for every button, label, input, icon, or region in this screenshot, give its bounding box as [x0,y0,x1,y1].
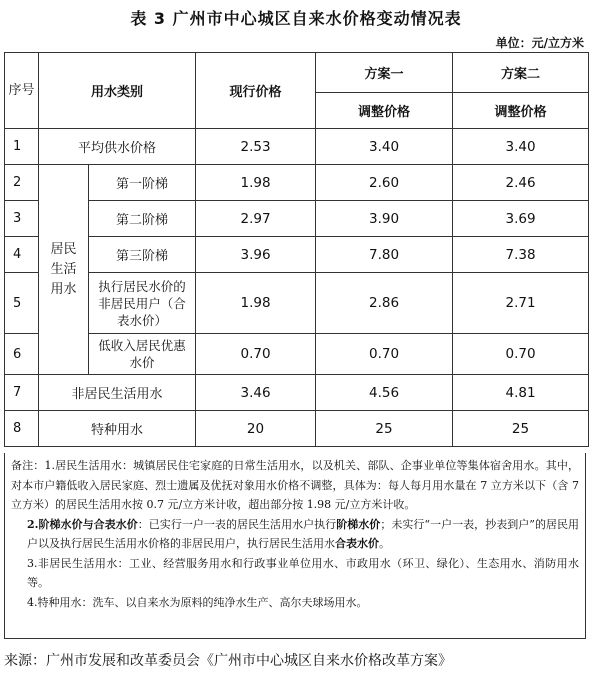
row-current: 1.98 [196,165,316,201]
water-price-table [4,52,589,447]
header-category: 用水类别 [39,53,196,129]
row-plan2: 3.69 [453,201,589,237]
row-plan2: 4.81 [453,375,589,411]
table-row [5,201,589,237]
header-row-1 [5,53,589,93]
row-plan2: 0.70 [453,334,589,375]
row-plan2: 2.46 [453,165,589,201]
row-number: 1 [5,129,39,165]
note-2: 2.阶梯水价与合表水价：已实行一户一表的居民生活用水户执行阶梯水价；未实行“一户一表，抄表到户”的居民用户以及执行居民生活用水价格的非居民用户，执行居民生活用水合表水价。 [27,517,580,550]
row-plan1: 25 [316,411,453,447]
row-category: 非居民生活用水 [39,375,196,411]
row-category: 平均供水价格 [39,129,196,165]
header-adjusted-2: 调整价格 [453,93,589,129]
row-current: 3.46 [196,375,316,411]
table-row [5,237,589,273]
row-plan2: 7.38 [453,237,589,273]
row-category: 低收入居民优惠水价 [89,334,196,375]
note-1: 备注：1.居民生活用水：城镇居民住宅家庭的日常生活用水，以及机关、部队、企事业单位等集体宿舍用水。其中，对本市户籍低收入居民家庭、烈士遗属及优抚对象用水价格不调整，具体为：每人每月用水量在 7 立方米以下（含 7 立方米）的居民生活用水按 0.7 元/立方米计收，超出部分按 1.98 元/立方米计收。 [11,459,580,511]
row-category: 第二阶梯 [89,201,196,237]
note-3: 3.非居民生活用水：工业、经营服务用水和行政事业单位用水、市政用水（环卫、绿化）、生态用水、消防用水等。 [27,556,579,589]
table-row [5,165,589,201]
row-number: 6 [5,334,39,375]
row-number: 2 [5,165,39,201]
row-current: 2.97 [196,201,316,237]
row-plan1: 0.70 [316,334,453,375]
row-plan1: 4.56 [316,375,453,411]
row-number: 4 [5,237,39,273]
header-seq: 序号 [5,53,39,129]
row-category: 特种用水 [39,411,196,447]
table-row [5,273,589,334]
row-number: 5 [5,273,39,334]
row-number: 3 [5,201,39,237]
unit-label: 单位：元/立方米 [495,36,584,50]
row-plan2: 2.71 [453,273,589,334]
row-current: 1.98 [196,273,316,334]
row-category: 执行居民水价的非居民用户（合表水价） [89,273,196,334]
table-row [5,129,589,165]
row-plan2: 25 [453,411,589,447]
row-plan1: 3.40 [316,129,453,165]
row-category: 第三阶梯 [89,237,196,273]
table-row [5,375,589,411]
row-plan1: 3.90 [316,201,453,237]
header-current-price: 现行价格 [196,53,316,129]
row-plan2: 3.40 [453,129,589,165]
header-plan-2: 方案二 [453,53,589,93]
table-row [5,411,589,447]
row-number: 8 [5,411,39,447]
row-number: 7 [5,375,39,411]
table-row [5,334,589,375]
row-current: 20 [196,411,316,447]
table-title: 表 3 广州市中心城区自来水价格变动情况表 [130,9,462,28]
note-4: 4.特种用水：洗车、以自来水为原料的纯净水生产、高尔夫球场用水。 [27,595,368,609]
row-current: 3.96 [196,237,316,273]
row-plan1: 7.80 [316,237,453,273]
resident-group-label: 居民生活用水 [39,165,89,375]
row-current: 2.53 [196,129,316,165]
row-current: 0.70 [196,334,316,375]
row-plan1: 2.86 [316,273,453,334]
header-plan-1: 方案一 [316,53,453,93]
source-caption: 来源：广州市发展和改革委员会《广州市中心城区自来水价格改革方案》 [4,653,452,669]
header-adjusted-1: 调整价格 [316,93,453,129]
row-plan1: 2.60 [316,165,453,201]
notes-box [4,453,586,639]
row-category: 第一阶梯 [89,165,196,201]
